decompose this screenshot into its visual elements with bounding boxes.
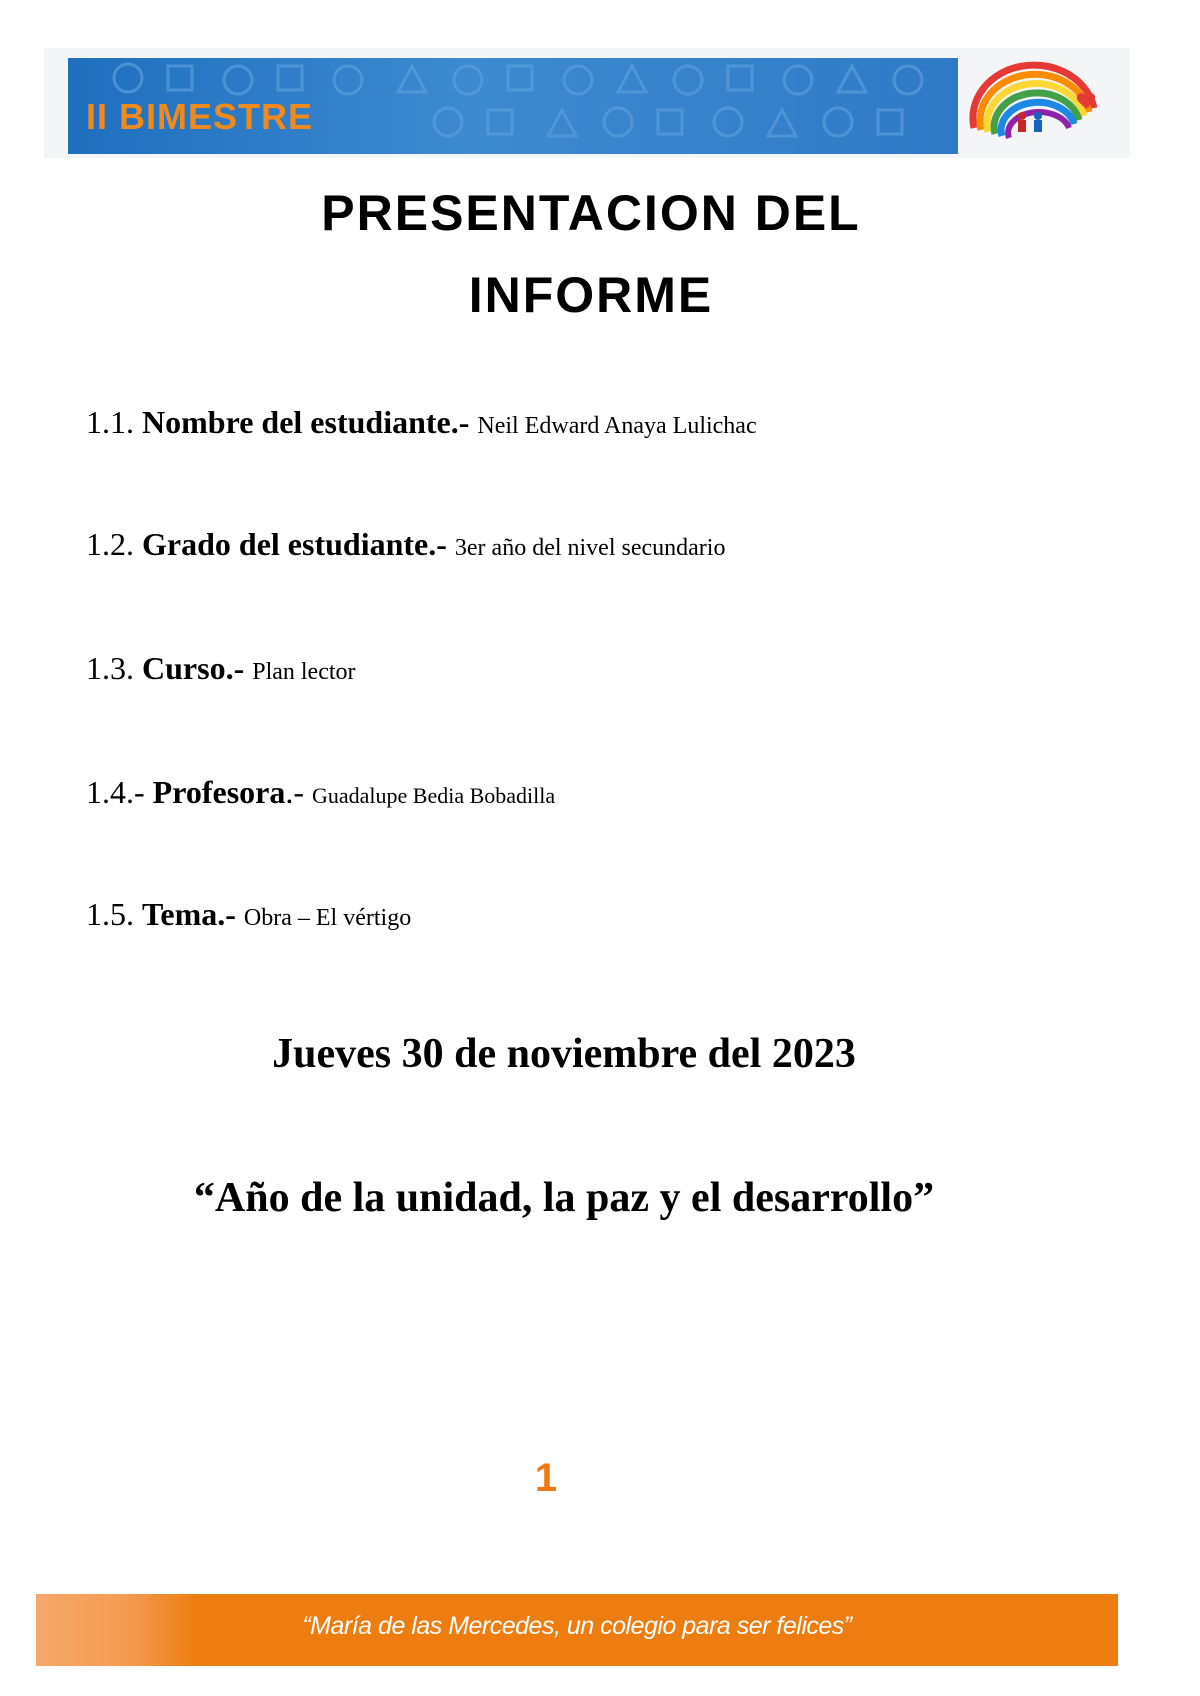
item-value: Obra – El vértigo [243, 905, 412, 931]
footer-slogan: “María de las Mercedes, un colegio para ser felices” [302, 1612, 852, 1640]
item-label: Profesora [152, 774, 286, 810]
item-number: 1.2. [86, 526, 134, 562]
item-label: Grado del estudiante.- [142, 526, 447, 562]
item-number: 1.3. [86, 650, 134, 686]
header-banner [68, 58, 958, 154]
item-student-name [86, 404, 757, 441]
presentation-date: Jueves 30 de noviembre del 2023 [272, 1031, 856, 1077]
title-line-2: INFORME [468, 267, 714, 323]
item-value: 3er año del nivel secundario [454, 535, 726, 561]
item-value: Plan lector [252, 659, 356, 685]
page-title [0, 172, 1182, 336]
item-value: Neil Edward Anaya Lulichac [477, 413, 757, 439]
bimestre-label: II BIMESTRE [86, 96, 314, 137]
item-label: Tema.- [142, 896, 236, 932]
item-student-grade [86, 526, 725, 563]
item-course [86, 650, 356, 687]
year-motto: “Año de la unidad, la paz y el desarrollo” [193, 1175, 935, 1221]
rainbow-children-heart-icon [964, 58, 1104, 158]
item-value: Guadalupe Bedia Bobadilla [312, 783, 556, 808]
item-teacher [86, 774, 555, 811]
item-number: 1.4.- [86, 774, 145, 810]
item-number: 1.5. [86, 896, 134, 932]
item-label: Nombre del estudiante.- [142, 404, 470, 440]
item-topic [86, 896, 411, 933]
page-number: 1 [534, 1456, 558, 1500]
item-number: 1.1. [86, 404, 134, 440]
item-label-suffix: .- [285, 774, 304, 810]
title-line-1: PRESENTACION DEL [321, 185, 861, 241]
item-label: Curso.- [142, 650, 245, 686]
footer-bar [36, 1594, 1118, 1666]
